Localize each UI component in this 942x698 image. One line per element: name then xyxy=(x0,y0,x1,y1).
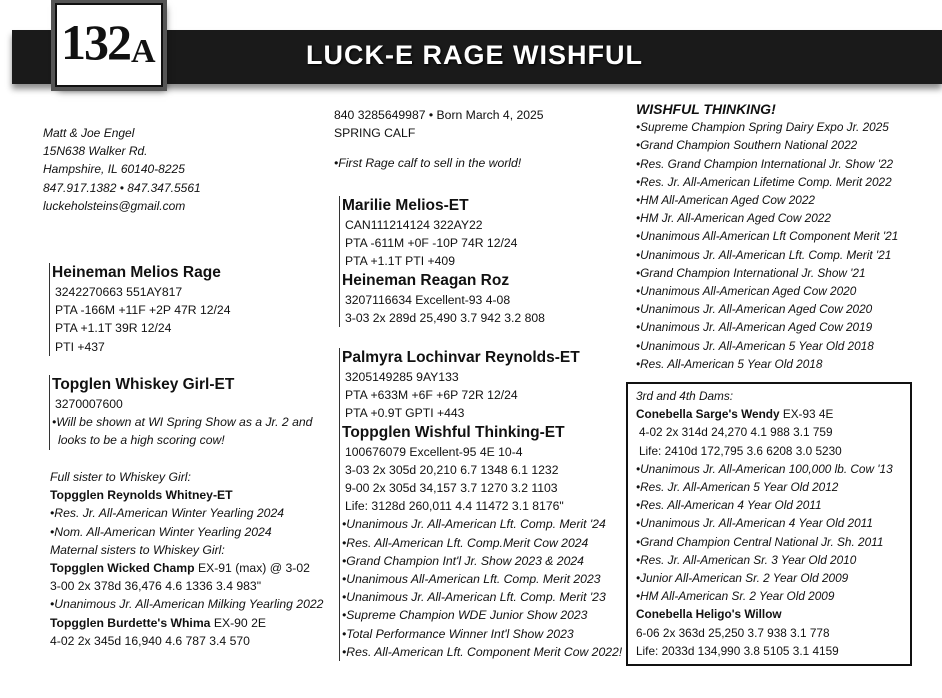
whima-name: Topgglen Burdette's Whima xyxy=(50,615,211,630)
granddam-award: •Unanimous Jr. All-American Lft. Comp. Merit '23 xyxy=(342,590,606,605)
wishful-award: •HM Jr. All-American Aged Cow 2022 xyxy=(636,211,831,226)
dam-sire-line: 3205149285 9AY133 xyxy=(345,370,459,384)
willow-record: 6-06 2x 363d 25,250 3.7 938 3.1 778 xyxy=(636,625,830,640)
dam-sire-line: PTA +633M +6F +6P 72R 12/24 xyxy=(345,388,518,403)
wishful-award: •Grand Champion International Jr. Show '21 xyxy=(636,265,866,280)
lot-suffix: A xyxy=(131,33,156,70)
animal-class: SPRING CALF xyxy=(334,126,416,141)
wicked-record: 3-00 2x 378d 36,476 4.6 1336 3.4 983" xyxy=(50,579,262,594)
consignor-line: Hampshire, IL 60140-8225 xyxy=(43,162,185,177)
wendy-record: Life: 2410d 172,795 3.6 6208 3.0 5230 xyxy=(639,443,842,458)
wendy-award: •Grand Champion Central National Jr. Sh. 2011 xyxy=(636,534,884,549)
willow-name: Conebella Heligo's Willow xyxy=(636,607,782,622)
granddam-award: •Res. All-American Lft. Comp.Merit Cow 2024 xyxy=(342,535,589,550)
dam-reg: 3270007600 xyxy=(55,397,123,411)
wendy-record: 4-02 2x 314d 24,270 4.1 988 3.1 759 xyxy=(639,425,833,440)
wishful-award: •Grand Champion Southern National 2022 xyxy=(636,138,858,153)
sire-dam-line: PTA -611M +0F -10P 74R 12/24 xyxy=(345,236,518,251)
granddam-award: •Unanimous Jr. All-American Lft. Comp. Merit '24 xyxy=(342,517,606,532)
full-sister-award: •Res. Jr. All-American Winter Yearling 2024 xyxy=(50,506,285,521)
wendy-award: •Unanimous Jr. All-American 100,000 lb. Cow '13 xyxy=(636,461,893,476)
full-sister-label: Full sister to Whiskey Girl: xyxy=(50,470,191,484)
animal-info xyxy=(334,106,544,173)
dams-heading: 3rd and 4th Dams: xyxy=(636,389,734,403)
wishful-award: •Unanimous Jr. All-American Aged Cow 2019 xyxy=(636,320,873,335)
consignor-line: 847.917.1382 • 847.347.5561 xyxy=(43,180,201,195)
lot-number-box xyxy=(55,3,163,87)
sire-granddam-line: 3-03 2x 289d 25,490 3.7 942 3.2 808 xyxy=(345,310,545,325)
sire-dam-line: CAN111214124 322AY22 xyxy=(345,218,483,232)
granddam-line: 3-03 2x 305d 20,210 6.7 1348 6.1 1232 xyxy=(345,462,559,477)
sire-name: Heineman Melios Rage xyxy=(52,264,221,281)
third-fourth-dams xyxy=(636,387,893,660)
sire-granddam-name: Heineman Reagan Roz xyxy=(342,271,510,289)
wishful-heading: WISHFUL THINKING! xyxy=(636,101,776,117)
sire-dam-line: PTA +1.1T PTI +409 xyxy=(345,254,455,269)
wishful-award: •Unanimous Jr. All-American Lft. Comp. Merit '21 xyxy=(636,247,892,262)
consignor-block xyxy=(43,124,201,215)
sire-block xyxy=(49,263,230,356)
wendy-score: EX-93 4E xyxy=(779,407,834,422)
wishful-award: •Unanimous All-American Lft Component Merit '21 xyxy=(636,229,899,244)
full-sister-name: Topgglen Reynolds Whitney-ET xyxy=(50,488,233,503)
wishful-award: •Res. Jr. All-American Lifetime Comp. Merit 2022 xyxy=(636,174,892,189)
whima-score: EX-90 2E xyxy=(210,615,266,630)
wishful-award: •HM All-American Aged Cow 2022 xyxy=(636,193,815,208)
sire-dam-name: Marilie Melios-ET xyxy=(342,197,469,214)
wishful-award: •Unanimous Jr. All-American Aged Cow 2020 xyxy=(636,302,873,317)
sire-dam-block xyxy=(339,196,545,327)
consignor-line: 15N638 Walker Rd. xyxy=(43,144,148,159)
sisters-block xyxy=(50,468,323,650)
granddam-award: •Total Performance Winner Int'l Show 2023 xyxy=(342,626,574,641)
granddam-line: 100676079 Excellent-95 4E 10-4 xyxy=(345,444,523,459)
wicked-name: Topgglen Wicked Champ xyxy=(50,561,195,576)
whima-record: 4-02 2x 345d 16,940 4.6 787 3.4 570 xyxy=(50,633,250,648)
wendy-award: •Unanimous Jr. All-American 4 Year Old 2011 xyxy=(636,516,873,531)
dam-sire-name: Palmyra Lochinvar Reynolds-ET xyxy=(342,349,580,366)
wendy-award: •Res. Jr. All-American Sr. 3 Year Old 2010 xyxy=(636,552,857,567)
wishful-award: •Supreme Champion Spring Dairy Expo Jr. 2025 xyxy=(636,120,889,135)
granddam-award: •Supreme Champion WDE Junior Show 2023 xyxy=(342,608,588,623)
dam-name: Topglen Whiskey Girl-ET xyxy=(52,376,235,393)
granddam-award: •Grand Champion Int'l Jr. Show 2023 & 2024 xyxy=(342,553,584,568)
granddam-award: •Unanimous All-American Lft. Comp. Merit 2023 xyxy=(342,572,601,587)
maternal-sisters-label: Maternal sisters to Whiskey Girl: xyxy=(50,542,225,557)
sire-line: PTI +437 xyxy=(55,339,105,354)
wishful-award: •Res. All-American 5 Year Old 2018 xyxy=(636,356,823,371)
consignor-line: Matt & Joe Engel xyxy=(43,126,135,140)
dam-sire-line: PTA +0.9T GPTI +443 xyxy=(345,406,465,421)
granddam-line: Life: 3128d 260,011 4.4 11472 3.1 8176" xyxy=(345,499,564,514)
wicked-award: •Unanimous Jr. All-American Milking Yearling 2022 xyxy=(50,597,324,612)
sire-line: PTA -166M +11F +2P 47R 12/24 xyxy=(55,303,231,318)
dam-sire-block xyxy=(339,348,622,661)
granddam-line: 9-00 2x 305d 34,157 3.7 1270 3.2 1103 xyxy=(345,481,558,496)
wishful-award: •Unanimous All-American Aged Cow 2020 xyxy=(636,284,857,299)
sire-line: 3242270663 551AY817 xyxy=(55,285,183,299)
animal-reg-line: 840 3285649987 • Born March 4, 2025 xyxy=(334,108,544,122)
wishful-award: •Unanimous Jr. All-American 5 Year Old 2018 xyxy=(636,338,874,353)
lot-number: 132 xyxy=(61,14,130,70)
consignor-line: luckeholsteins@gmail.com xyxy=(43,198,186,213)
dam-note: •Will be shown at WI Spring Show as a Jr. 2 and xyxy=(52,415,313,430)
dam-block xyxy=(49,375,312,450)
animal-note: •First Rage calf to sell in the world! xyxy=(334,156,522,171)
full-sister-award: •Nom. All-American Winter Yearling 2024 xyxy=(50,524,272,539)
wendy-award: •Res. All-American 4 Year Old 2011 xyxy=(636,498,822,513)
dam-note: looks to be a high scoring cow! xyxy=(58,433,225,448)
wicked-score: EX-91 (max) @ 3-02 xyxy=(194,561,310,576)
lot-title: LUCK-E RAGE WISHFUL xyxy=(306,40,643,70)
granddam-award: •Res. All-American Lft. Component Merit Cow 2022! xyxy=(342,644,623,659)
wishful-award: •Res. Grand Champion International Jr. Show '22 xyxy=(636,156,894,171)
granddam-name: Toppglen Wishful Thinking-ET xyxy=(342,423,565,441)
wendy-name: Conebella Sarge's Wendy xyxy=(636,407,780,422)
willow-record: Life: 2033d 134,990 3.8 5105 3.1 4159 xyxy=(636,643,839,658)
wendy-award: •Res. Jr. All-American 5 Year Old 2012 xyxy=(636,480,839,495)
wendy-award: •HM All-American Sr. 2 Year Old 2009 xyxy=(636,589,835,604)
wishful-block xyxy=(636,100,898,373)
wendy-award: •Junior All-American Sr. 2 Year Old 2009 xyxy=(636,571,849,586)
sire-granddam-line: 3207116634 Excellent-93 4-08 xyxy=(345,292,511,307)
sire-line: PTA +1.1T 39R 12/24 xyxy=(55,321,172,336)
